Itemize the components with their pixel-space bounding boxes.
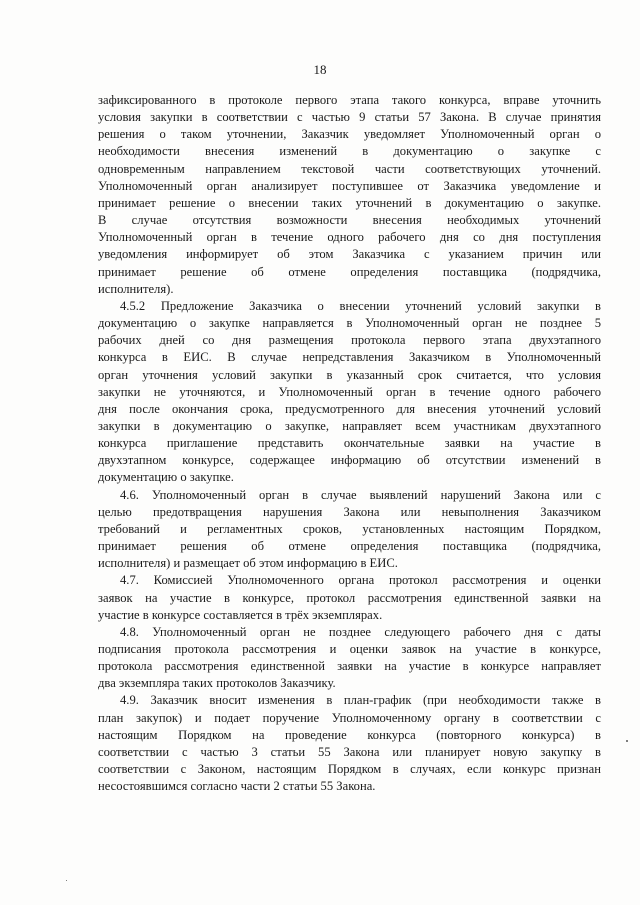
text-line: исполнителя).	[98, 281, 174, 296]
text-line: документацию о закупке.	[98, 470, 234, 485]
text-line: закупки в документацию о закупке, направляет всем участникам двухэтапного	[98, 418, 601, 433]
text-line: условия закупки в соответствии с частью 9 статьи 57 Закона. В случае принятия	[98, 110, 601, 125]
text-line: 4.7. Комиссией Уполномоченного органа протокол рассмотрения и оценки	[120, 573, 601, 588]
text-line: одновременным направлением текстовой части соответствующих уточнений.	[98, 161, 601, 176]
text-line: заявок на участие в конкурсе, протокол рассмотрения единственной заявки на	[98, 590, 601, 605]
text-line: соответствии с Законом, настоящим Порядком в случаях, если конкурс признан	[98, 762, 601, 777]
text-line: соответствии с частью 3 статьи 55 Закона или планирует новую закупку в	[98, 744, 601, 759]
text-line: 4.5.2 Предложение Заказчика о внесении уточнений условий закупки в	[120, 298, 601, 313]
text-line: документацию о закупке направляется в Уполномоченный орган не позднее 5	[98, 316, 601, 331]
text-line: протокола рассмотрения единственной заявки на участие в конкурсе направляет	[98, 659, 601, 674]
text-line: Уполномоченный орган в течение одного рабочего дня со дня поступления	[98, 230, 601, 245]
text-line: орган уточнения условий закупки в указанный срок считается, что условия	[98, 367, 601, 382]
paragraph-4-7	[98, 572, 601, 623]
paragraph-4-6	[98, 487, 601, 573]
text-line: закупки не уточняются, и Уполномоченный орган в течение одного рабочего	[98, 384, 601, 399]
text-line: 4.8. Уполномоченный орган не позднее следующего рабочего дня с даты	[120, 624, 601, 639]
text-line: конкурса приглашение представить окончательные заявки на участие в	[98, 436, 601, 451]
text-line: конкурса в ЕИС. В случае непредставления Заказчиком в Уполномоченный	[98, 350, 601, 365]
text-line: исполнителя) и размещает об этом информацию в ЕИС.	[98, 556, 398, 571]
paragraph-4-5-2	[98, 298, 601, 487]
text-line: настоящим Порядком на проведение конкурса (повторного конкурса) в	[98, 727, 601, 742]
text-line: необходимости внесения изменений в документацию о закупке с	[98, 144, 601, 159]
text-line: принимает решение о внесении таких уточнений в документацию о закупке.	[98, 195, 601, 210]
scan-mark	[626, 740, 628, 742]
paragraph-4-8	[98, 624, 601, 693]
text-line: Уполномоченный орган анализирует поступившее от Заказчика уведомление и	[98, 178, 601, 193]
text-line: рабочих дней со дня размещения протокола первого этапа двухэтапного	[98, 333, 601, 348]
text-line: подписания протокола рассмотрения и оценки заявок на участие в конкурсе,	[98, 642, 601, 656]
text-line: целью предотвращения нарушения Закона или невыполнения Заказчиком	[98, 504, 601, 519]
text-line: решения о таком уточнении, Заказчик уведомляет Уполномоченный орган о	[98, 127, 601, 142]
text-line: требований и регламентных сроков, установленных настоящим Порядком,	[98, 521, 601, 536]
scan-mark	[66, 880, 67, 881]
text-line: 4.6. Уполномоченный орган в случае выявлений нарушений Закона или с	[120, 487, 601, 502]
text-line: принимает решения об отмене определения поставщика (подрядчика,	[98, 539, 601, 554]
text-line: несостоявшимся согласно части 2 статьи 55 Закона.	[98, 779, 376, 794]
text-line: принимает решение об отмене определения поставщика (подрядчика,	[98, 264, 601, 279]
page-number: 18	[313, 62, 327, 77]
text-line: дня после окончания срока, предусмотренного для внесения уточнений условий	[98, 401, 601, 416]
paragraph-continued	[98, 92, 601, 298]
text-line: зафиксированного в протоколе первого этапа такого конкурса, вправе уточнить	[98, 93, 601, 107]
text-line: участие в конкурсе составляется в трёх экземплярах.	[98, 607, 383, 622]
text-line: двухэтапном конкурсе, содержащее информацию об отсутствии изменений в	[98, 453, 601, 468]
text-line: 4.9. Заказчик вносит изменения в план-график (при необходимости также в	[120, 693, 601, 708]
text-line: уведомления информирует об этом Заказчика с указанием причин или	[98, 247, 601, 262]
text-line: два экземпляра таких протоколов Заказчику.	[98, 676, 336, 691]
document-body	[98, 92, 601, 795]
paragraph-4-9	[98, 692, 601, 795]
text-line: В случае отсутствия возможности внесения необходимых уточнений	[98, 213, 601, 228]
text-line: план закупок) и подает поручение Уполномоченному органу в соответствии с	[98, 710, 601, 725]
